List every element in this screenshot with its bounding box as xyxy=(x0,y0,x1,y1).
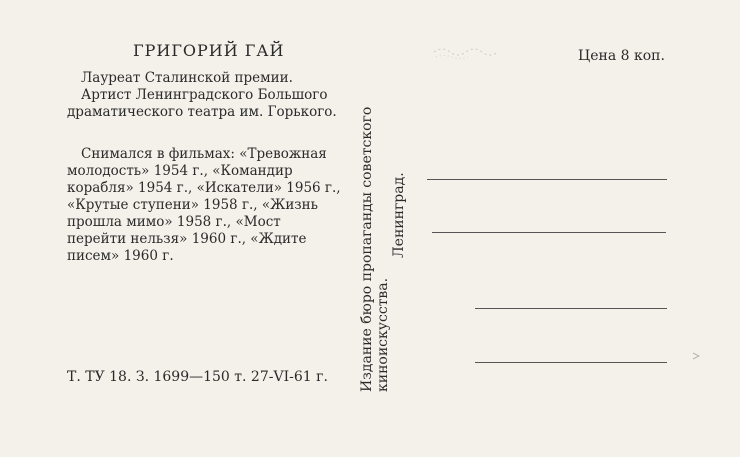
filmography: Снимался в фильмах: «Тревожная молодость» 1954 г., «Командир корабля» 1954 г., «Искатели» 1956 г., «Крутые ступени» 1958 г., «Жизнь прошла мимо» 1958 г., «Мост перейти нельзя» 1960 г., «Ждите писем» 1960 г. xyxy=(67,146,341,264)
faded-stamp xyxy=(432,42,502,62)
address-line xyxy=(475,308,667,309)
bio-award: Лауреат Сталинской премии. xyxy=(81,70,293,86)
publisher-line-3: Ленинград. xyxy=(391,172,407,258)
bio-theatre: Артист Ленинградского Большого драматического театра им. Горького. xyxy=(67,87,337,120)
actor-name: ГРИГОРИЙ ГАЙ xyxy=(133,41,285,60)
address-line xyxy=(475,362,667,363)
address-line xyxy=(427,179,667,180)
publisher-line-1: Издание бюро пропаганды советского xyxy=(359,106,375,392)
print-code: Т. ТУ 18. З. 1699—150 т. 27-VI-61 г. xyxy=(67,369,328,385)
publisher-line-2: киноискусства. xyxy=(375,277,391,392)
corner-mark-icon xyxy=(692,352,700,360)
address-line xyxy=(432,232,666,233)
price-label: Цена 8 коп. xyxy=(578,48,665,64)
bio-block xyxy=(67,70,342,121)
